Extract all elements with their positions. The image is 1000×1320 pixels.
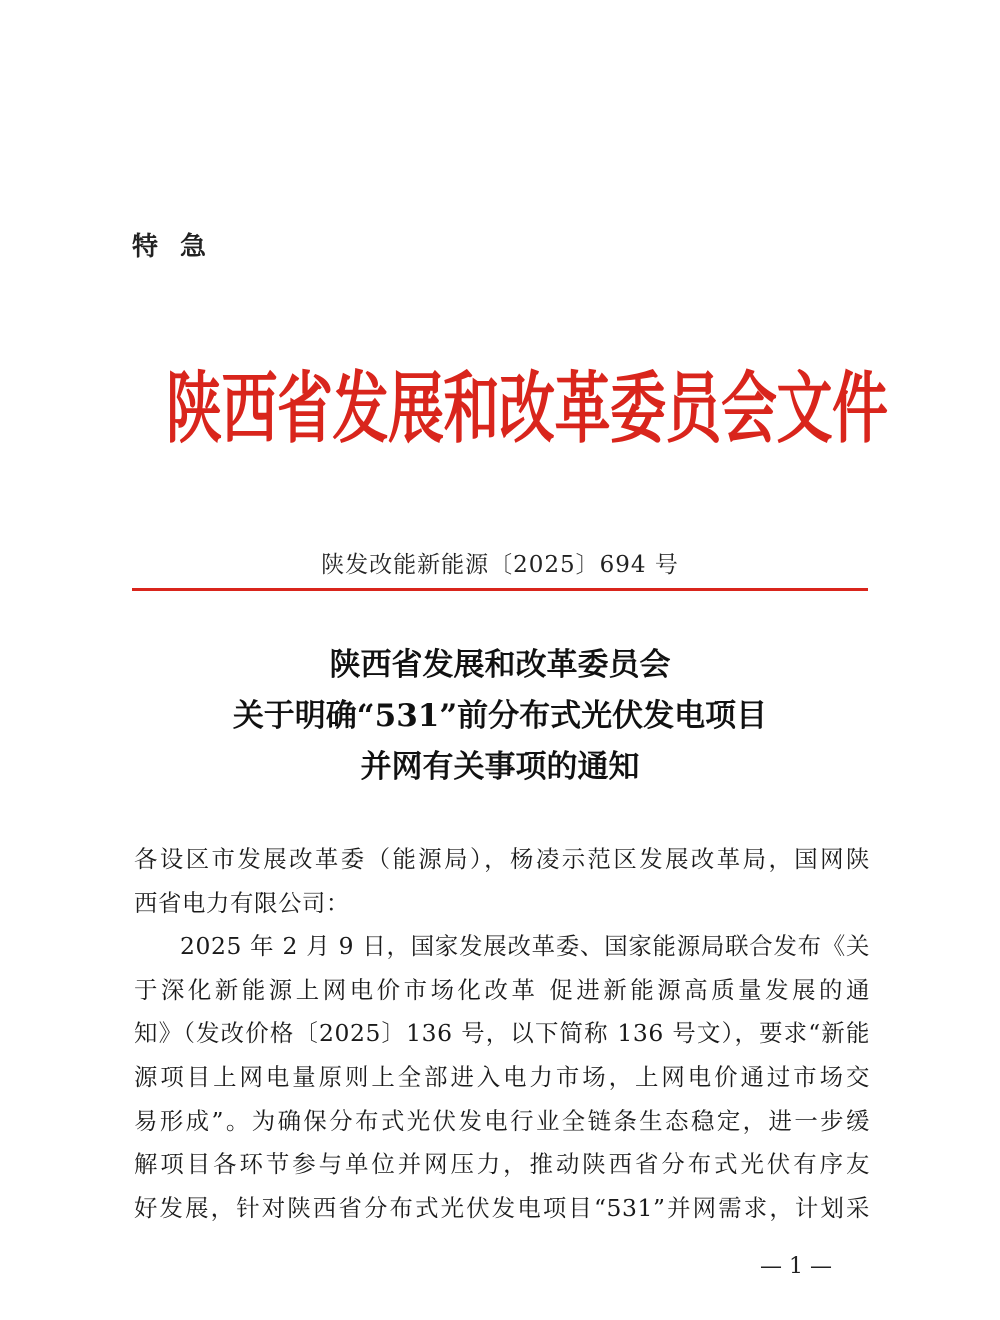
- body-line: 知》（发改价格〔2025〕136 号，以下简称 136 号文），要求“新能: [134, 1019, 870, 1048]
- red-separator-rule: [132, 588, 868, 591]
- page-number: — 1 —: [760, 1254, 832, 1279]
- body-line-addressee: 各设区市发展改革委（能源局），杨凌示范区发展改革局，国网陕: [134, 845, 870, 873]
- body-line: 2025 年 2 月 9 日，国家发展改革委、国家能源局联合发布《关: [180, 932, 870, 961]
- body-line: 于深化新能源上网电价市场化改革 促进新能源高质量发展的通: [134, 975, 870, 1004]
- document-title: [0, 640, 1000, 793]
- title-line: 并网有关事项的通知: [360, 749, 640, 785]
- body-line: 易形成”。为确保分布式光伏发电行业全链条生态稳定，进一步缓: [134, 1106, 870, 1135]
- body-line-addressee: 西省电力有限公司：: [134, 888, 350, 917]
- title-line: 陕西省发展和改革委员会: [329, 647, 671, 683]
- body-line: 好发展，针对陕西省分布式光伏发电项目“531”并网需求，计划采: [134, 1193, 870, 1222]
- urgency-label: 特急: [132, 232, 229, 262]
- document-number: 陕发改能新能源〔2025〕694 号: [321, 552, 679, 578]
- document-body: [134, 838, 870, 1230]
- body-line: 源项目上网电量原则上全部进入电力市场，上网电价通过市场交: [134, 1062, 870, 1091]
- body-line: 解项目各环节参与单位并网压力，推动陕西省分布式光伏有序友: [134, 1150, 870, 1179]
- title-line: 关于明确“531”前分布式光伏发电项目: [232, 698, 768, 734]
- document-masthead: 陕西省发展和改革委员会文件: [166, 364, 888, 455]
